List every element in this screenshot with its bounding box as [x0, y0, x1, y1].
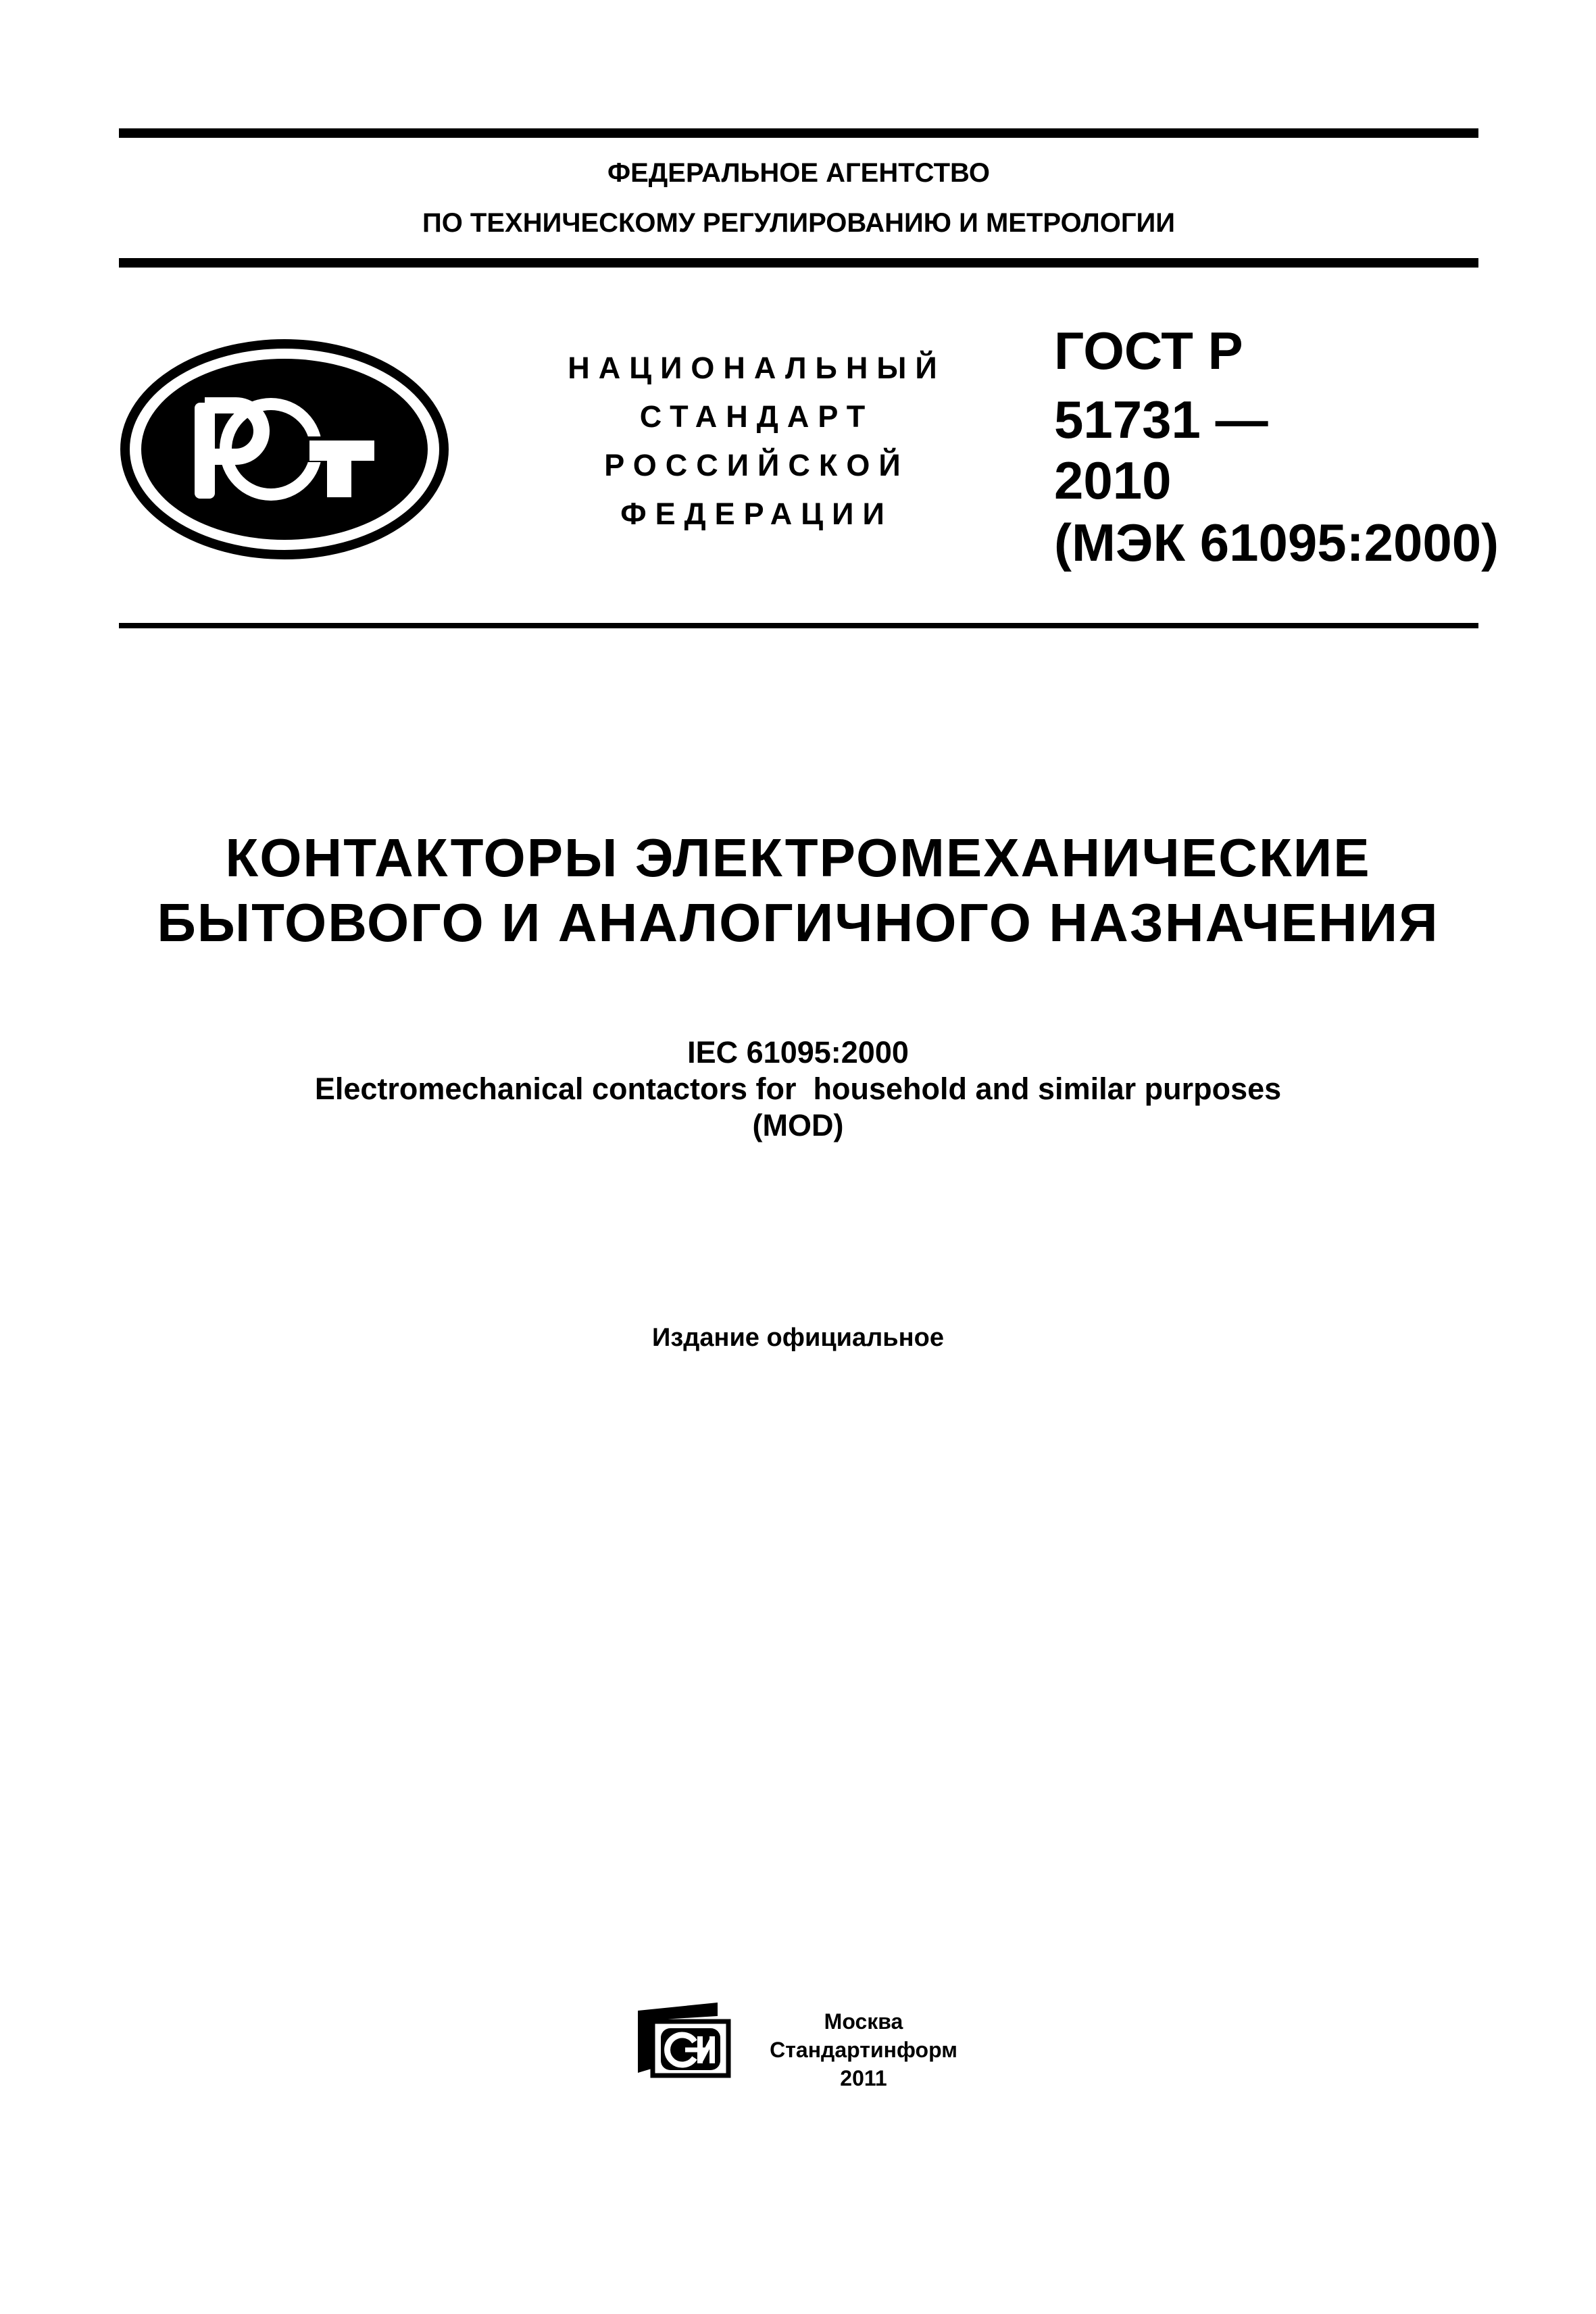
designation-bottom-rule: [119, 623, 1478, 628]
edition-note: Издание официальное: [652, 1324, 944, 1352]
title-line-2: БЫТОВОГО И АНАЛОГИЧНОГО НАЗНАЧЕНИЯ: [157, 892, 1439, 953]
standard-type-line-2: СТАНДАРТ: [639, 399, 874, 434]
rst-conformity-mark-icon: [119, 338, 450, 561]
title-line-1: КОНТАКТОРЫ ЭЛЕКТРОМЕХАНИЧЕСКИЕ: [225, 828, 1371, 888]
publisher-city: Москва: [824, 2009, 903, 2034]
publisher-name: Стандартинформ: [770, 2038, 957, 2062]
designation-line-3: 2010: [1054, 451, 1172, 510]
standard-type-line-4: ФЕДЕРАЦИИ: [620, 497, 893, 531]
designation-line-1: ГОСТ Р: [1054, 321, 1243, 380]
agency-line-2: ПО ТЕХНИЧЕСКОМУ РЕГУЛИРОВАНИЮ И МЕТРОЛОГИИ: [422, 208, 1176, 238]
agency-line-1: ФЕДЕРАЛЬНОЕ АГЕНТСТВО: [607, 158, 991, 188]
designation-line-4: (МЭК 61095:2000): [1054, 513, 1499, 572]
standartinform-logo-icon: [632, 2001, 732, 2081]
iec-modification: (MOD): [752, 1108, 844, 1142]
publisher-year: 2011: [840, 2066, 887, 2090]
iec-code: IEC 61095:2000: [687, 1035, 909, 1070]
designation-line-2: 51731 —: [1054, 390, 1268, 449]
standard-type-line-3: РОССИЙСКОЙ: [604, 448, 909, 482]
iec-title: Electromechanical contactors for household and similar purposes: [314, 1072, 1282, 1106]
header-bottom-rule: [119, 258, 1478, 268]
top-rule: [119, 128, 1478, 138]
standard-type-line-1: НАЦИОНАЛЬНЫЙ: [568, 351, 946, 385]
